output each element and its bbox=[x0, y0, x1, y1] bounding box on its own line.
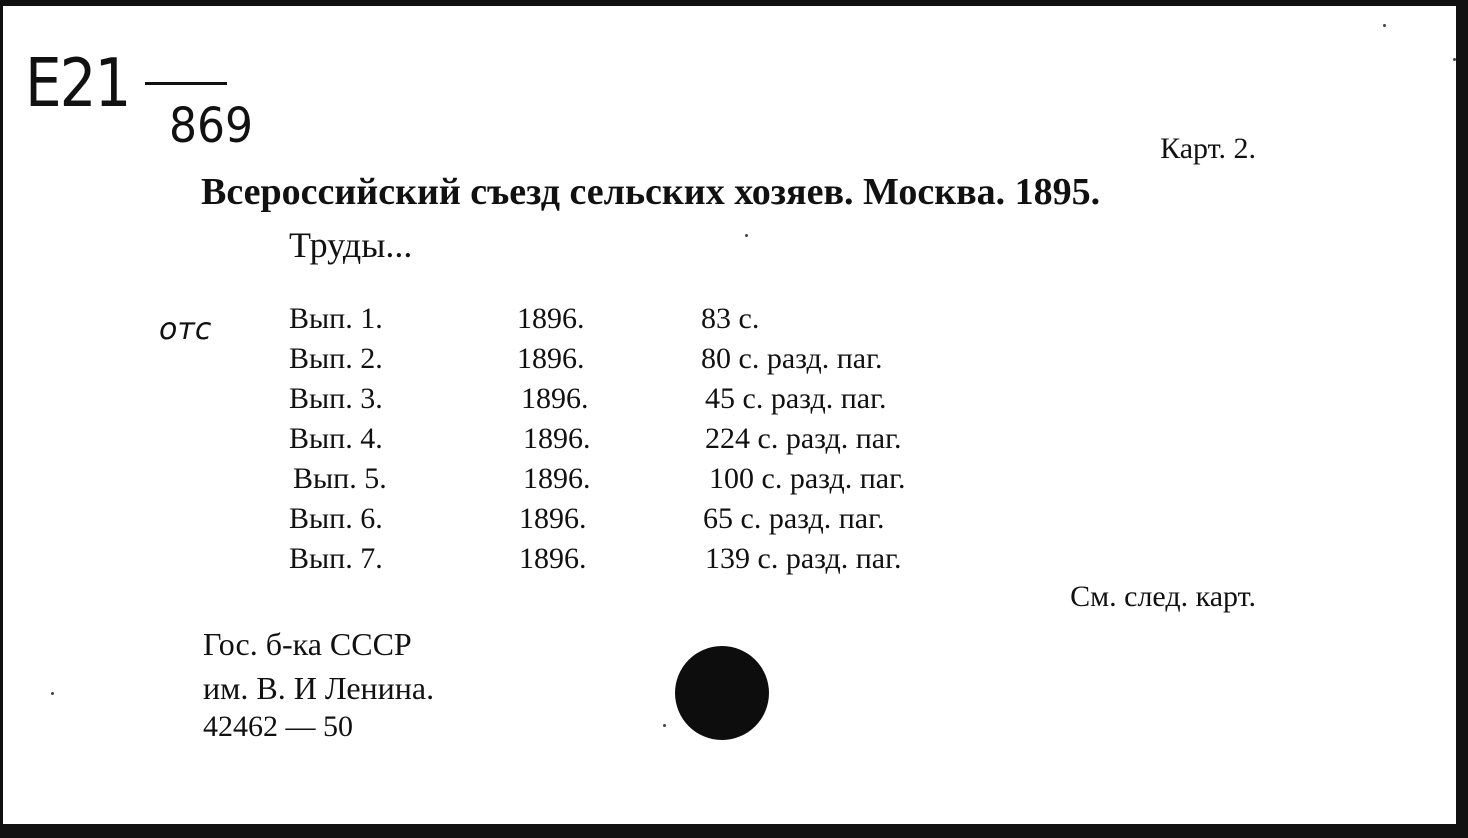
issue-year: 1896. bbox=[517, 342, 585, 375]
issue-number: Вып. 6. bbox=[289, 502, 383, 535]
issue-pages: 80 с. разд. паг. bbox=[701, 342, 883, 375]
issue-year: 1896. bbox=[517, 302, 585, 335]
issue-year: 1896. bbox=[521, 382, 589, 415]
library-name: Гос. б-ка СССР bbox=[203, 626, 412, 662]
issue-row bbox=[3, 382, 1103, 422]
card-number: Карт. 2. bbox=[1160, 132, 1256, 165]
issue-number: Вып. 4. bbox=[289, 422, 383, 455]
catalog-heading: Всероссийский съезд сельских хозяев. Москва. 1895. bbox=[201, 171, 1101, 213]
library-dedication: им. В. И Ленина. bbox=[203, 670, 435, 706]
issue-row bbox=[3, 502, 1103, 542]
issue-number: Вып. 7. bbox=[289, 542, 383, 575]
issue-year: 1896. bbox=[519, 542, 587, 575]
issue-row bbox=[3, 302, 1103, 342]
issue-pages: 83 с. bbox=[701, 302, 760, 335]
print-number: 42462 — 50 bbox=[203, 710, 353, 743]
issue-year: 1896. bbox=[523, 422, 591, 455]
punch-hole bbox=[675, 646, 769, 740]
handwritten-note: отс bbox=[159, 312, 212, 347]
issue-year: 1896. bbox=[519, 502, 587, 535]
issue-pages: 139 с. разд. паг. bbox=[705, 542, 902, 575]
call-number-top: E21 bbox=[25, 44, 130, 123]
call-number-divider bbox=[145, 82, 227, 85]
issue-number: Вып. 2. bbox=[289, 342, 383, 375]
issue-pages: 65 с. разд. паг. bbox=[703, 502, 885, 535]
issue-number: Вып. 5. bbox=[293, 462, 387, 495]
issue-row bbox=[3, 542, 1103, 582]
issue-number: Вып. 3. bbox=[289, 382, 383, 415]
issue-row bbox=[3, 462, 1103, 502]
call-number-bottom: 869 bbox=[169, 98, 253, 155]
issue-row bbox=[3, 342, 1103, 382]
issue-year: 1896. bbox=[523, 462, 591, 495]
catalog-subtitle: Труды... bbox=[289, 225, 413, 265]
see-next-card: См. след. карт. bbox=[1070, 580, 1256, 613]
issue-pages: 100 с. разд. паг. bbox=[709, 462, 906, 495]
issue-row bbox=[3, 422, 1103, 462]
issue-pages: 224 с. разд. паг. bbox=[705, 422, 902, 455]
issue-number: Вып. 1. bbox=[289, 302, 383, 335]
issue-pages: 45 с. разд. паг. bbox=[705, 382, 887, 415]
